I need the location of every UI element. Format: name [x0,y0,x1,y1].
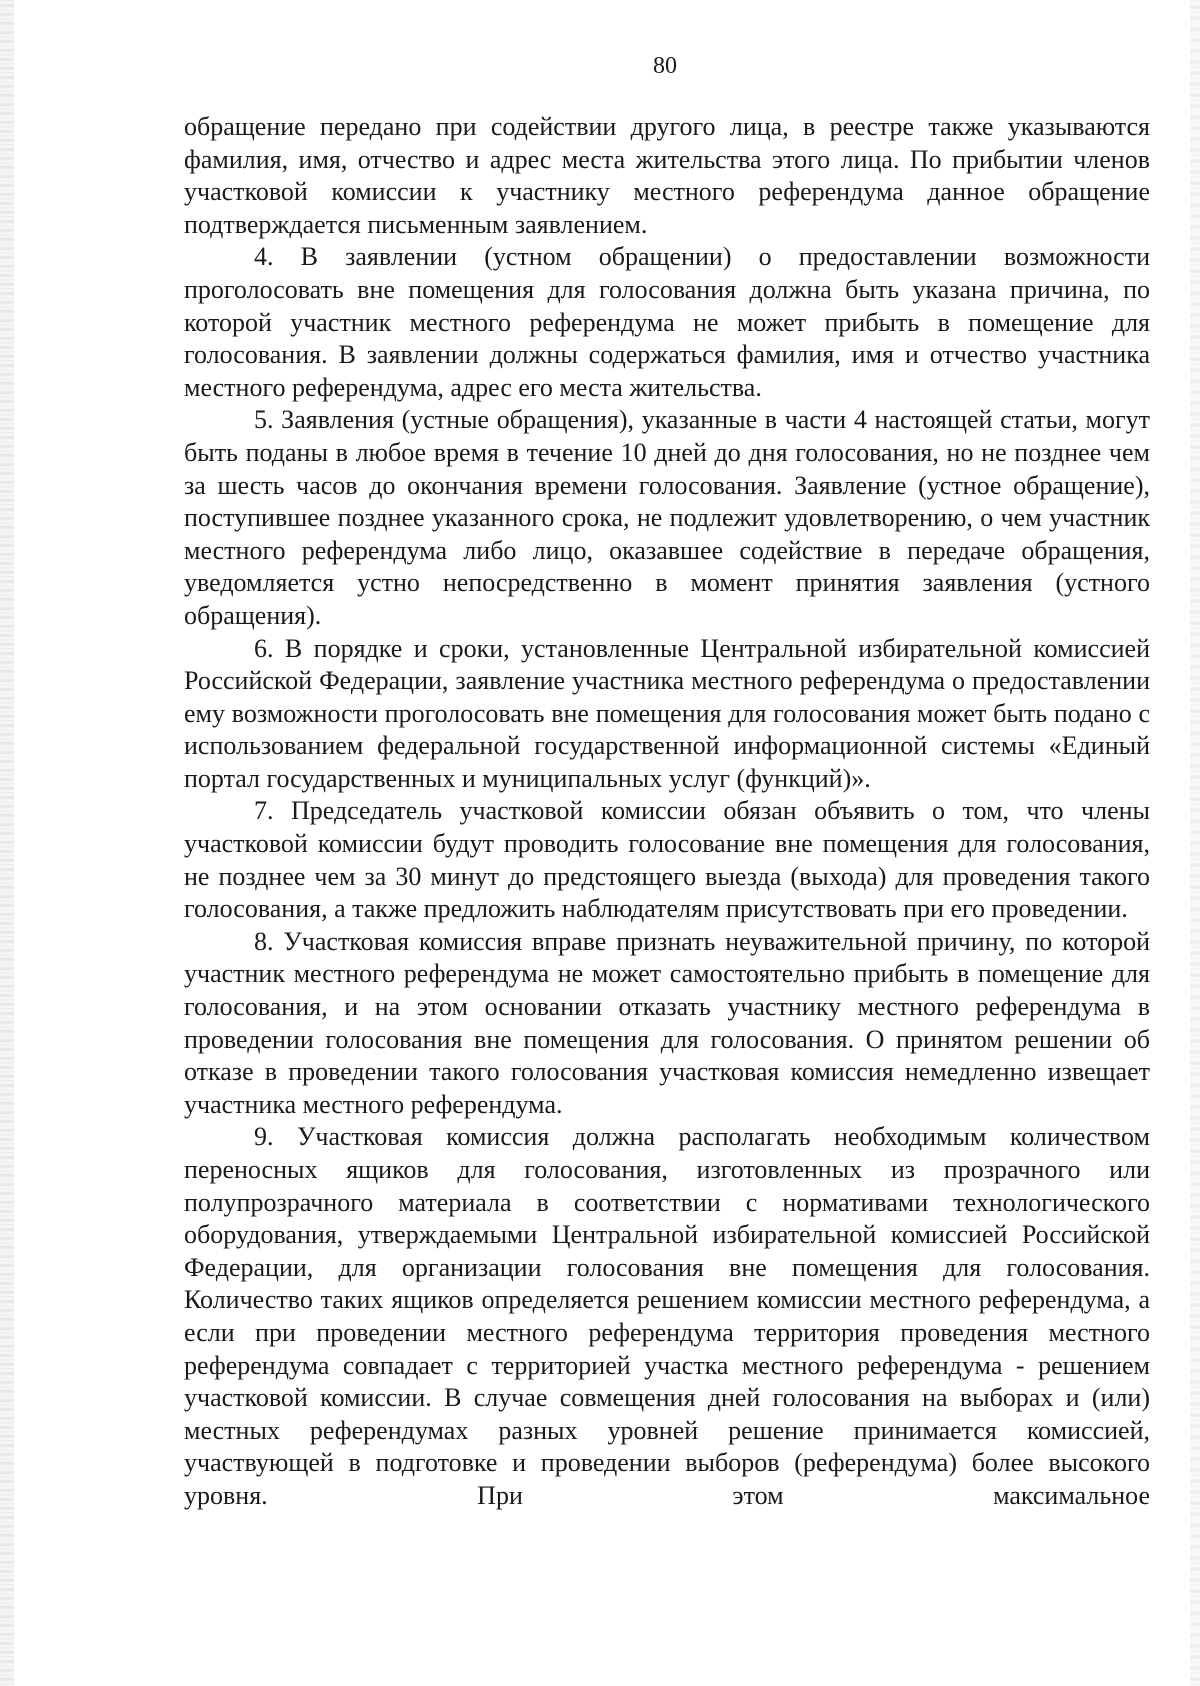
document-body [184,111,1150,1513]
scan-edge-right [1190,0,1200,1686]
paragraph-continuation: обращение передано при содействии другого лица, в реестре также указываются фамилия, имя, отчество и адрес места жительства этого лица. По прибытии членов участковой комиссии к участнику местного референдума данное обращение подтверждается письменным заявлением. [184,112,1150,239]
paragraph-item-8: 8. Участковая комиссия вправе признать неуважительной причину, по которой участник местного референдума не может самостоятельно прибыть в помещение для голосования, и на этом основании отказать участнику местного референдума в проведении голосования вне помещения для голосования. О принятом решении об отказе в проведении такого голосования участковая комиссия немедленно извещает участника местного референдума. [184,926,1150,1119]
page-number: 80 [653,53,677,79]
paragraph-item-5: 5. Заявления (устные обращения), указанные в части 4 настоящей статьи, могут быть поданы в любое время в течение 10 дней до дня голосования, но не позднее чем за шесть часов до окончания времени голосования. Заявление (устное обращение), поступившее позднее указанного срока, не подлежит удовлетворению, о чем участник местного референдума либо лицо, оказавшее содействие в передаче обращения, уведомляется устно непосредственно в момент принятия заявления (устного обращения). [184,405,1150,630]
paragraph-item-6: 6. В порядке и сроки, установленные Центральной избирательной комиссией Российской Федерации, заявление участника местного референдума о предоставлении ему возможности проголосовать вне помещения для голосования может быть подано с использованием федеральной государственной информационной системы «Единый портал государственных и муниципальных услуг (функций)». [184,633,1150,793]
paragraph-item-4: 4. В заявлении (устном обращении) о предоставлении возможности проголосовать вне помещения для голосования должна быть указана причина, по которой участник местного референдума не может прибыть в помещение для голосования. В заявлении должны содержаться фамилия, имя и отчество участника местного референдума, адрес его места жительства. [184,242,1150,402]
paragraph-item-7: 7. Председатель участковой комиссии обязан объявить о том, что члены участковой комиссии будут проводить голосование вне помещения для голосования, не позднее чем за 30 минут до предстоящего выезда (выхода) для проведения такого голосования, а также предложить наблюдателям присутствовать при его проведении. [184,796,1150,924]
paragraph-item-9: 9. Участковая комиссия должна располагать необходимым количеством переносных ящиков для голосования, изготовленных из прозрачного или полупрозрачного материала в соответствии с нормативами технологического оборудования, утверждаемыми Центральной избирательной комиссией Российской Федерации, для организации голосования вне помещения для голосования. Количество таких ящиков определяется решением комиссии местного референдума, а если при проведении местного референдума территория проведения местного референдума совпадает с территорией участка местного референдума - решением участковой комиссии. В случае совмещения дней голосования на выборах и (или) местных референдумах разных уровней решение принимается комиссией, участвующей в подготовке и проведении выборов (референдума) более высокого уровня. При этом максимальное [184,1122,1150,1510]
scan-edge-left [0,0,14,1686]
